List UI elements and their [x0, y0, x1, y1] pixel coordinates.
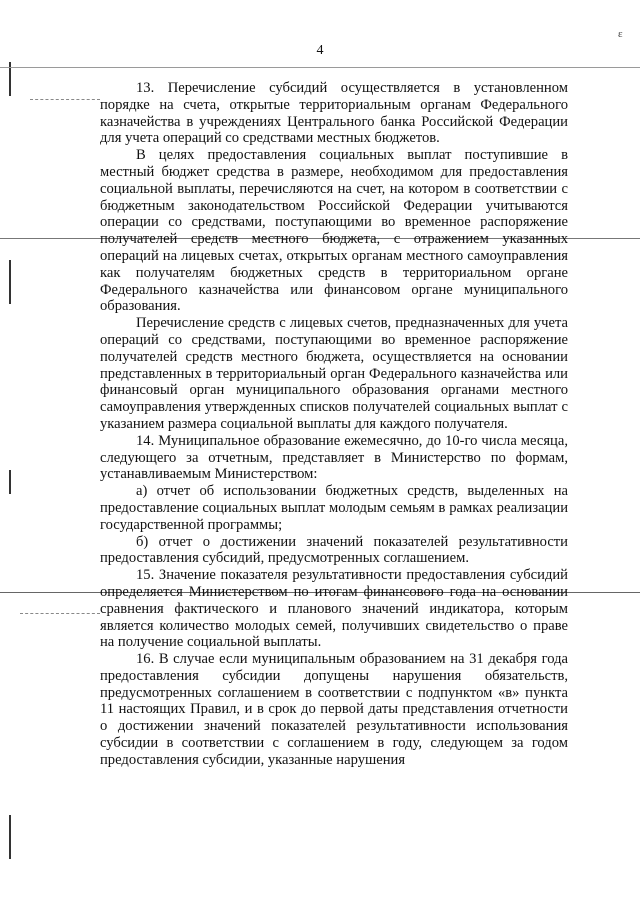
document-body [100, 80, 568, 769]
scan-line [30, 99, 100, 100]
left-margin-bar [9, 470, 11, 494]
paragraph: б) отчет о достижении значений показателей результативности предоставления субсидий, предусмотренных соглашением. [100, 533, 568, 567]
paragraph: 16. В случае если муниципальным образованием на 31 декабря года предоставления субсидии допущены нарушения обязательств, предусмотренных соглашением в соответствии с подпунктом «в» пункта 11 настоящих Правил, и в срок до первой даты представления отчетности о достижении значений показателей результативности использования субсидии в соответствии с соглашением в году, следующем за годом предоставления субсидии, указанные нарушения [100, 651, 568, 768]
left-margin-bar [9, 260, 11, 304]
paragraph: Перечисление средств с лицевых счетов, предназначенных для учета операций со средствами, поступающими во временное распоряжение получателей средств местного бюджета, осуществляется на основании представленных в территориальный орган Федерального казначейства или финансовый орган муниципального образования органами местного самоуправления утвержденных списков получателей социальных выплат с указанием размера социальной выплаты для каждого получателя. [100, 315, 568, 432]
scan-line [0, 67, 640, 68]
page-number: 4 [316, 43, 324, 58]
scan-line [20, 613, 100, 614]
paragraph: 14. Муниципальное образование ежемесячно, до 10-го числа месяца, следующего за отчетным, представляет в Министерство по формам, устанавливаемым Министерством: [100, 432, 568, 483]
paragraph: 13. Перечисление субсидий осуществляется в установленном порядке на счета, открытые территориальным органам Федерального казначейства в учреждениях Центрального банка Российской Федерации для учета операций со средствами местных бюджетов. [100, 80, 568, 147]
paragraph: а) отчет об использовании бюджетных средств, выделенных на предоставление социальных выплат молодым семьям в рамках реализации государственной программы; [100, 483, 568, 533]
paragraph: В целях предоставления социальных выплат поступившие в местный бюджет средства в размере, необходимом для предоставления социальной выплаты, перечисляются на счет, на котором в соответствии с бюджетным законодательством Российской Федерации учитываются операции со средствами, поступающими во временное распоряжение получателей средств местного бюджета, с отражением указанных операций на лицевых счетах, открытых органам местного самоуправления как получателям бюджетных средств в территориальном органе Федерального казначейства или финансовом органе муниципального образования. [100, 147, 568, 315]
paragraph: 15. Значение показателя результативности предоставления субсидий определяется Министерством по итогам финансового года на основании сравнения фактического и планового значений индикатора, которым является количество молодых семей, получивших свидетельство о праве на получение социальной выплаты. [100, 567, 568, 651]
corner-mark: ε [618, 28, 623, 40]
left-margin-bar [9, 815, 11, 859]
